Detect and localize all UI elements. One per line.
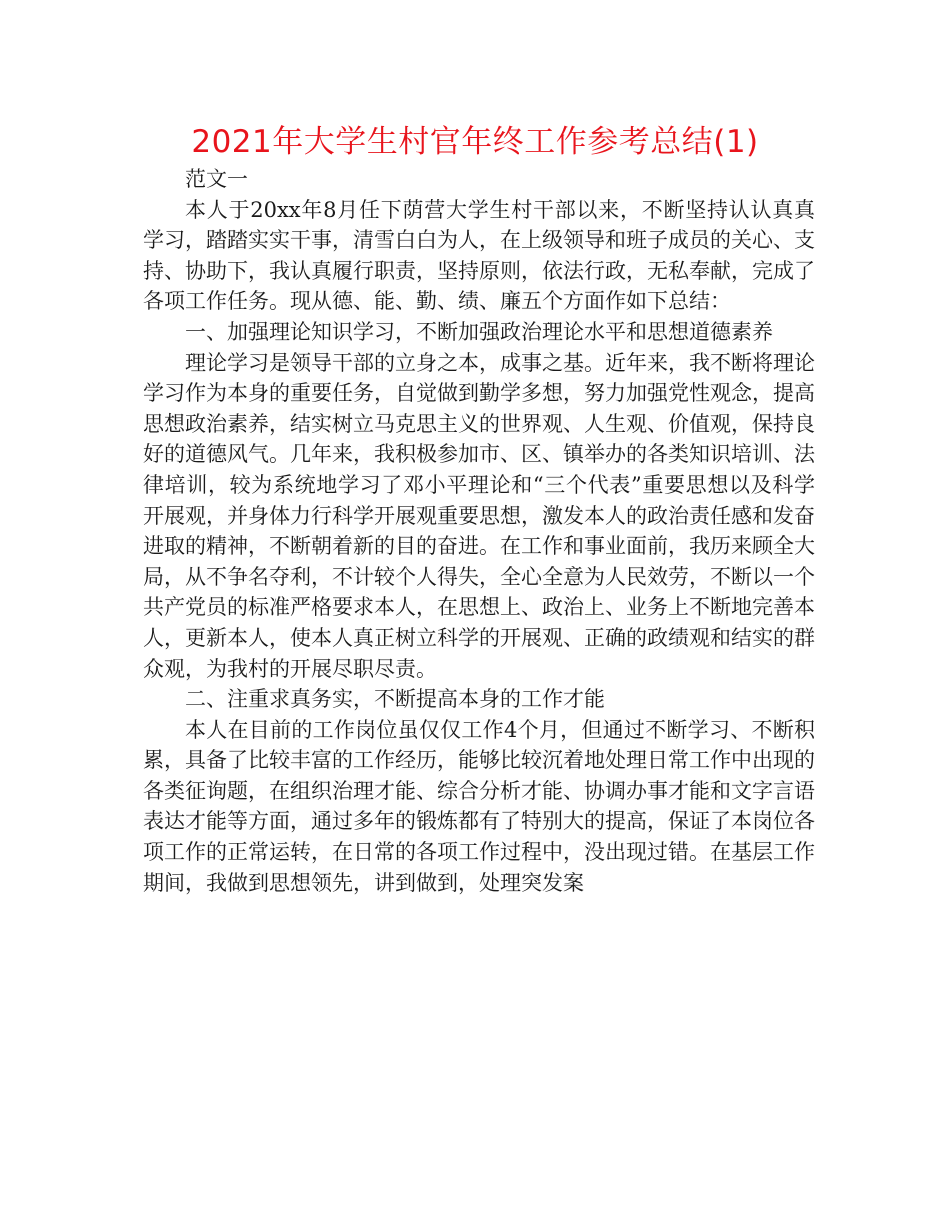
paragraph-section-2: 本人在目前的工作岗位虽仅仅工作4个月，但通过不断学习、不断积累，具备了比较丰富的工作经历，能够比较沉着地处理日常工作中出现的各类征询题，在组织治理才能、综合分析才能、协调办事才能和文字言语表达才能等方面，通过多年的锻炼都有了特别大的提高，保证了本岗位各项工作的正常运转，在日常的各项工作过程中，没出现过错。在基层工作期间，我做到思想领先，讲到做到，处理突发案 xyxy=(143,717,815,895)
section-heading-1: 一、加强理论知识学习，不断加强政治理论水平和思想道德素养 xyxy=(185,319,773,344)
paragraph-section-1: 理论学习是领导干部的立身之本，成事之基。近年来，我不断将理论学习作为本身的重要任务，自觉做到勤学多想，努力加强党性观念，提高思想政治素养，结实树立马克思主义的世界观、人生观、价值观，保持良好的道德风气。几年来，我积极参加市、区、镇举办的各类知识培训、法律培训，较为系统地学习了邓小平理论和“三个代表”重要思想以及科学开展观，并身体力行科学开展观重要思想，激发本人的政治责任感和发奋进取的精神，不断朝着新的目的奋进。在工作和事业面前，我历来顾全大局，从不争名夺利，不计较个人得失，全心全意为人民效劳，不断以一个共产党员的标准严格要求本人，在思想上、政治上、业务上不断地完善本人，更新本人，使本人真正树立科学的开展观、正确的政绩观和结实的群众观，为我村的开展尽职尽责。 xyxy=(143,350,815,681)
document-body xyxy=(143,164,815,898)
document-title: 2021年大学生村官年终工作参考总结(1) xyxy=(191,124,759,160)
section-heading-2: 二、注重求真务实，不断提高本身的工作才能 xyxy=(185,687,605,712)
paragraph-heading-sample: 范文一 xyxy=(185,167,248,191)
paragraph-intro: 本人于20xx年8月任下荫营大学生村干部以来，不断坚持认认真真学习，踏踏实实干事，清雪白白为人，在上级领导和班子成员的关心、支持、协助下，我认真履行职责，坚持原则，依法行政，无私奉献，完成了各项工作任务。现从德、能、勤、绩、廉五个方面作如下总结： xyxy=(143,197,815,314)
